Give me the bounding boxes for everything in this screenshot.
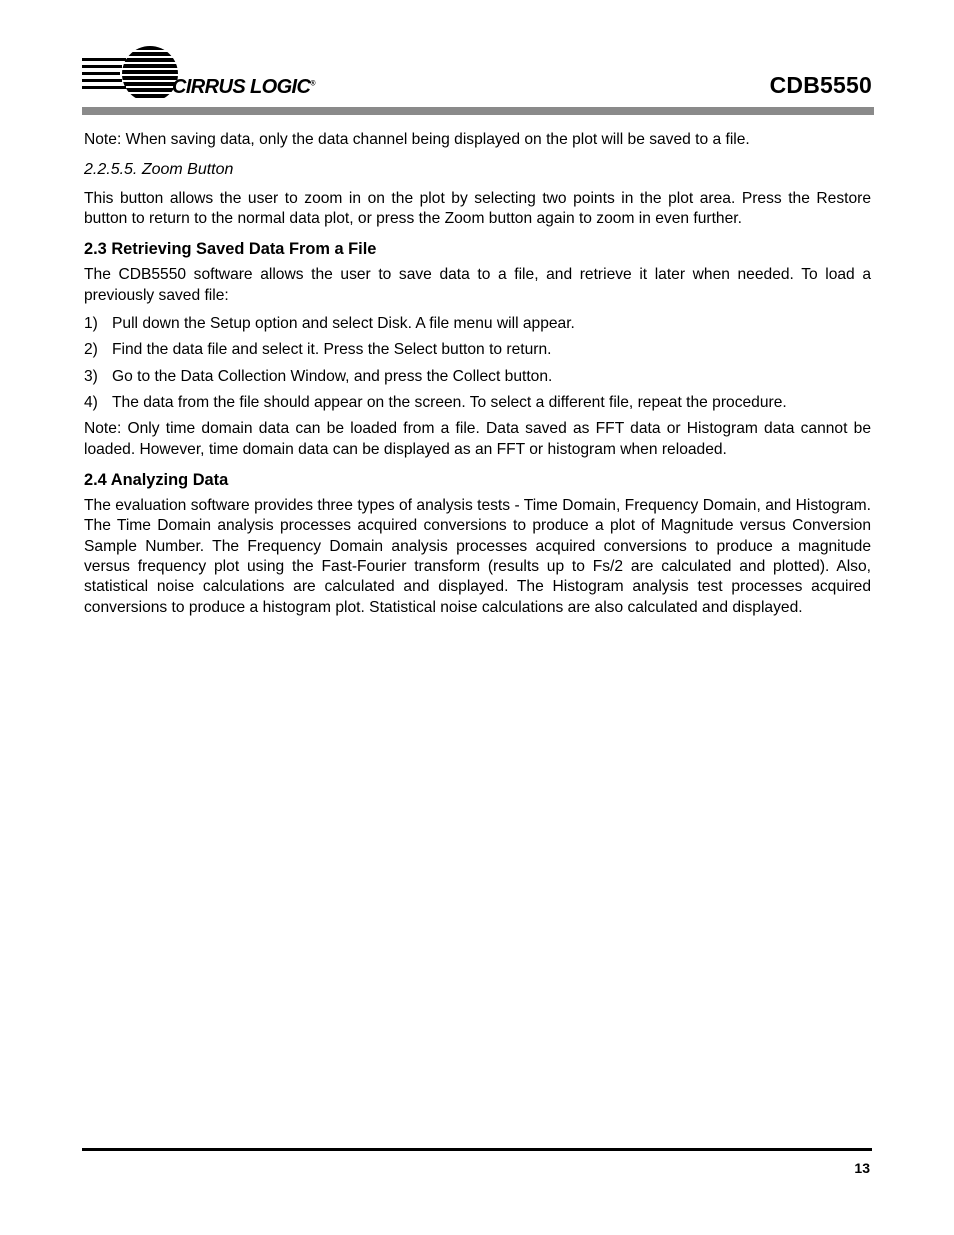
paragraph-analyzing-data: The evaluation software provides three types of analysis tests - Time Domain, Frequency Domain, and Histogram. The Time Domain analysis processes acquired conversions to produce a plot of Magnitude versus Conversion Sample Number. The Frequency Domain analysis processes acquired conversions to produce a magnitude versus frequency plot using the Fast-Fourier transform (results up to Fs/2 are calculated and plotted). Also, statistical noise calculations are calculated and displayed. The Histogram analysis test processes acquired conversions to produce a histogram plot. Statistical noise calculations are also calculated and displayed.	[84, 497, 871, 616]
heading-zoom-button: 2.2.5.5. Zoom Button	[84, 161, 234, 179]
paragraph-zoom-button: This button allows the user to zoom in on the plot by selecting two points in the plot area. Press the Restore button to return to the normal data plot, or press the Zoom button again to zoom in even further.	[84, 189, 871, 227]
list-item	[84, 314, 871, 334]
heading-analyzing-data: 2.4 Analyzing Data	[84, 470, 229, 489]
step-number: 2)	[84, 341, 98, 359]
step-text: The data from the file should appear on the screen. To select a different file, repeat the procedure.	[112, 393, 787, 411]
list-item	[84, 340, 871, 360]
registered-mark: ®	[310, 80, 315, 88]
list-item	[84, 393, 871, 413]
footer-rule	[82, 1148, 872, 1151]
note-time-domain-data: Note: Only time domain data can be loaded from a file. Data saved as FFT data or Histogram data cannot be loaded. However, time domain data can be displayed as an FFT or histogram when reloaded.	[84, 420, 871, 458]
step-number: 1)	[84, 315, 98, 333]
heading-retrieving-saved-data: 2.3 Retrieving Saved Data From a File	[84, 240, 377, 259]
header-rule	[82, 107, 874, 115]
page-number: 13	[854, 1160, 870, 1176]
document-id: CDB5550	[769, 72, 872, 98]
step-text: Go to the Data Collection Window, and press the Collect button.	[112, 367, 553, 385]
list-item	[84, 367, 871, 387]
note-saving-data: Note: When saving data, only the data channel being displayed on the plot will be saved to a file.	[84, 131, 750, 148]
step-text: Pull down the Setup option and select Disk. A file menu will appear.	[112, 315, 575, 333]
cirrus-logic-logo	[82, 46, 332, 102]
steps-list	[84, 314, 871, 413]
step-text: Find the data file and select it. Press the Select button to return.	[112, 341, 552, 359]
page-content	[84, 130, 871, 628]
step-number: 4)	[84, 393, 98, 411]
step-number: 3)	[84, 367, 98, 385]
logo-text: CIRRUS LOGIC®	[172, 76, 315, 98]
paragraph-retrieving-saved-data: The CDB5550 software allows the user to save data to a file, and retrieve it later when needed. To load a previously saved file:	[84, 266, 871, 304]
